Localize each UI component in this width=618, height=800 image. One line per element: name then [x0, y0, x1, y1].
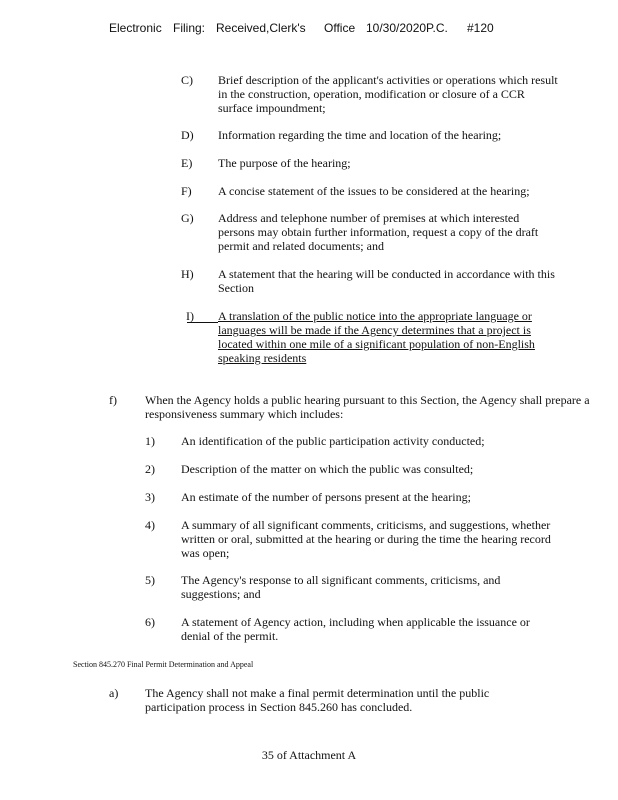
numbered-text: An estimate of the number of persons present at the hearing;: [181, 490, 471, 504]
subsection-text: The Agency shall not make a final permit determination until the public participation process in Section 845.260 has concluded.: [145, 686, 490, 714]
subsection-mark: a): [109, 686, 119, 700]
header-filing: Filing:: [173, 21, 206, 35]
header-electronic: Electronic: [109, 21, 162, 35]
numbered-text: Description of the matter on which the public was consulted;: [181, 462, 474, 476]
subitem-text: A translation of the public notice into the appropriate language or languages will be made if the Agency determines that a project is located within one mile of a significant population of non-English speaking residents: [218, 309, 535, 365]
subsection-mark: f): [109, 393, 117, 407]
subitem-text: A statement that the hearing will be conducted in accordance with this Section: [218, 267, 555, 295]
numbered-mark: 5): [145, 573, 155, 587]
subitem-mark: H): [181, 267, 194, 281]
subitem-mark: E): [181, 156, 193, 170]
subitem-mark: D): [181, 128, 194, 142]
header-number: #120: [467, 21, 494, 35]
subsection-text: When the Agency holds a public hearing pursuant to this Section, the Agency shall prepare a responsiveness summary which includes:: [145, 393, 590, 421]
numbered-mark: 4): [145, 518, 155, 532]
numbered-mark: 3): [145, 490, 155, 504]
subitem-mark: I): [186, 309, 194, 323]
subitem-mark: G): [181, 211, 194, 225]
section-title: Section 845.270 Final Permit Determination and Appeal: [73, 660, 254, 669]
header-received: Received,Clerk's: [216, 21, 306, 35]
subitem-text: Address and telephone number of premises at which interested persons may obtain further information, request a copy of the draft permit and related documents; and: [218, 211, 539, 253]
subitem-text: A concise statement of the issues to be considered at the hearing;: [218, 184, 530, 198]
numbered-mark: 1): [145, 434, 155, 448]
header-office: Office: [324, 21, 356, 35]
numbered-text: The Agency's response to all significant comments, criticisms, and suggestions; and: [181, 573, 501, 601]
subitem-text: The purpose of the hearing;: [218, 156, 351, 170]
numbered-text: An identification of the public participation activity conducted;: [181, 434, 485, 448]
numbered-text: A summary of all significant comments, criticisms, and suggestions, whether written or oral, submitted at the hearing or during the time the hearing record was open;: [181, 518, 551, 560]
header-date: 10/30/2020P.C.: [366, 21, 448, 35]
page-footer: 35 of Attachment A: [261, 748, 357, 762]
subitem-mark: C): [181, 73, 193, 87]
numbered-mark: 2): [145, 462, 155, 476]
subitem-text: Brief description of the applicant's activities or operations which result in the construction, operation, modification or closure of a CCR surface impoundment;: [218, 73, 558, 115]
subitem-mark: F): [181, 184, 192, 198]
subitem-text: Information regarding the time and location of the hearing;: [218, 128, 502, 142]
numbered-mark: 6): [145, 615, 155, 629]
numbered-text: A statement of Agency action, including when applicable the issuance or denial of the permit.: [181, 615, 530, 643]
